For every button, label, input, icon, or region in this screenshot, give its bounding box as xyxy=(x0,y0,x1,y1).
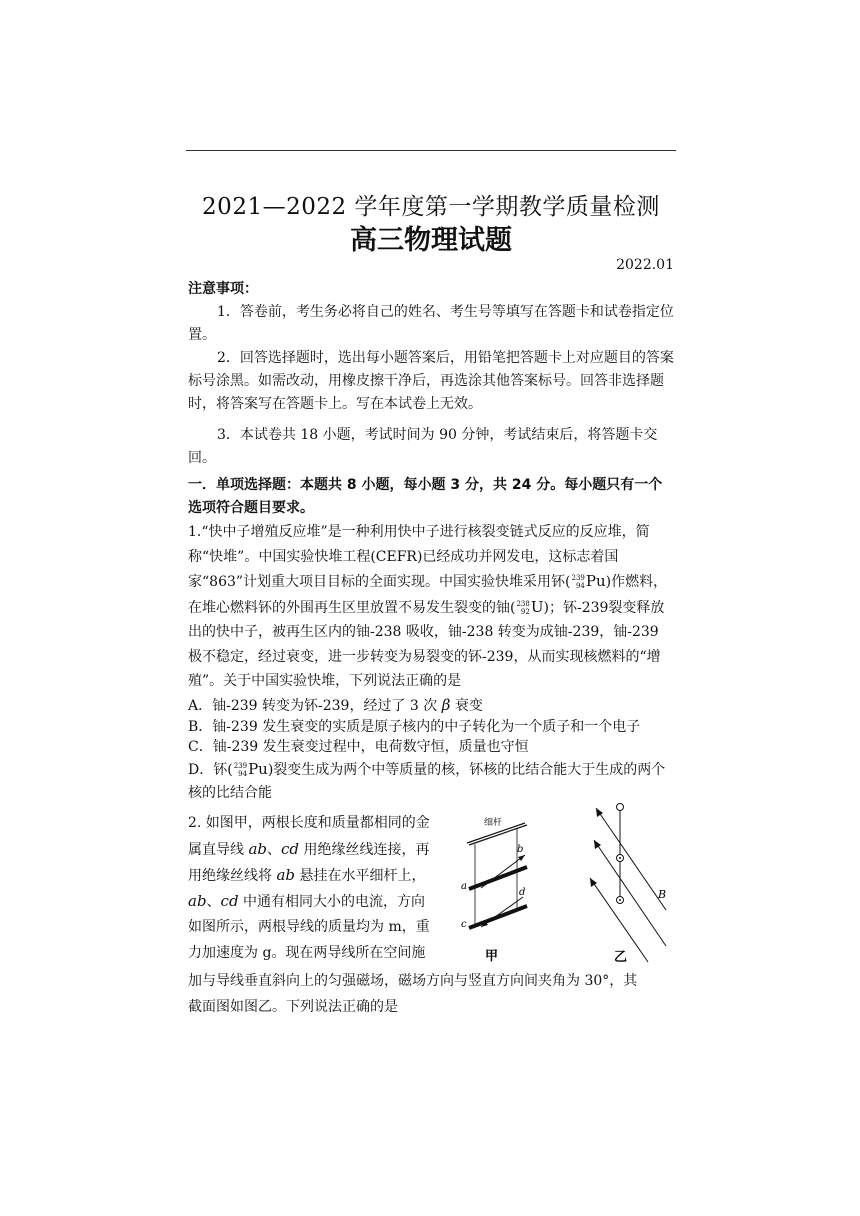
q1-option-a: A．铀-239 转变为钚-239，经过了 3 次 β 衰变 xyxy=(188,696,483,714)
label-B-field: B xyxy=(658,888,667,901)
q2-line-2: 属直导线 ab、cd 用绝缘丝线连接，再 xyxy=(188,840,430,858)
label-d: d xyxy=(519,887,526,898)
figure-yi-diagram xyxy=(582,800,677,968)
q2-line-4: ab、cd 中通有相同大小的电流，方向 xyxy=(188,892,426,910)
q1-text-part3: )；钚-239裂变释放出的快中子，被再生区内的铀-238 吸收，铀-238 转变为成铀-239，铀-239 极不稳定，经过衰变，进一步转变为易裂变的钚-239，从而实现核燃料的“增殖”。关于中国实验快堆，下列说法正确的是 xyxy=(188,599,665,689)
wire-cd xyxy=(469,906,527,928)
wire-ab xyxy=(469,867,527,889)
q1-option-c: C．铀-239 发生衰变过程中，电荷数守恒，质量也守恒 xyxy=(188,739,529,755)
top-rule xyxy=(186,150,676,151)
pu-isotope-notation: 239 94 xyxy=(571,574,585,590)
q1-text-part2: )作燃料，在堆心燃料钚的外围再生区里放置不易发生裂变的铀( xyxy=(188,574,668,616)
notes-item-2: 2．回答选择题时，选出每小题答案后，用铅笔把答题卡上对应题目的答案标号涂黑。如需改动，用橡皮擦干净后，再选涂其他答案标号。回答非选择题时，将答案写在答题卡上。写在本试卷上无效。 xyxy=(188,350,674,412)
q2-line-1: 2. 如图甲，两根长度和质量都相同的金 xyxy=(188,815,430,831)
exam-subject-title: 高三物理试题 xyxy=(350,225,512,256)
notes-heading: 注意事项： xyxy=(188,281,258,297)
pu-symbol: Pu xyxy=(585,572,606,590)
exam-title: 2021—2022 学年度第一学期教学质量检测 xyxy=(202,194,660,220)
figure-jia-diagram xyxy=(455,815,540,965)
rod-cross-section xyxy=(617,804,624,811)
q1-option-b: B．铀-239 发生衰变的实质是原子核内的中子转化为一个质子和一个电子 xyxy=(188,719,641,735)
exam-date: 2022.01 xyxy=(616,257,674,273)
q2-line-3: 用绝缘丝线将 ab 悬挂在水平细杆上， xyxy=(188,866,426,884)
label-a: a xyxy=(461,881,467,892)
q2-line-7: 加与导线垂直斜向上的匀强磁场，磁场方向与竖直方向间夹角为 30°，其 xyxy=(188,973,638,989)
q1-text-part1: 1.“快中子增殖反应堆”是一种利用快中子进行核裂变链式反应的反应堆，简称“快堆”。中国实验快堆工程(CEFR)已经成功并网发电，这标志着国家“863”计划重大项目目标的全面实现。中国实验快堆采用钚( xyxy=(188,524,650,590)
notes-item-3: 3．本试卷共 18 小题，考试时间为 90 分钟，考试结束后，将答题卡交回。 xyxy=(188,427,658,466)
caption-jia: 甲 xyxy=(485,949,499,964)
q2-line-5: 如图所示，两根导线的质量均为 m，重 xyxy=(188,919,430,935)
u-symbol: U xyxy=(530,597,544,616)
caption-yi: 乙 xyxy=(614,950,628,965)
u-isotope-notation: 238 92 xyxy=(516,599,530,616)
label-b: b xyxy=(517,844,524,855)
q1-option-d: D．钚( 239 94 Pu)裂变生成为两个中等质量的核，钚核的比结合能大于生成的两个核的比结合能 xyxy=(188,760,666,801)
notes-item-1: 1．答卷前，考生务必将自己的姓名、考生号等填写在答题卡和试卷指定位置。 xyxy=(188,304,674,343)
q2-line-6: 力加速度为 g。现在两导线所在空间施 xyxy=(188,945,426,961)
section-heading: 一．单项选择题：本题共 8 小题，每小题 3 分，共 24 分。每小题只有一个选项符合题目要求。 xyxy=(188,477,663,516)
rod-label: 细杆 xyxy=(484,818,503,828)
q2-line-8: 截面图如图乙。下列说法正确的是 xyxy=(188,999,398,1015)
label-c: c xyxy=(461,919,467,930)
field-line-2 xyxy=(594,840,666,946)
question-1-stem xyxy=(188,520,676,694)
